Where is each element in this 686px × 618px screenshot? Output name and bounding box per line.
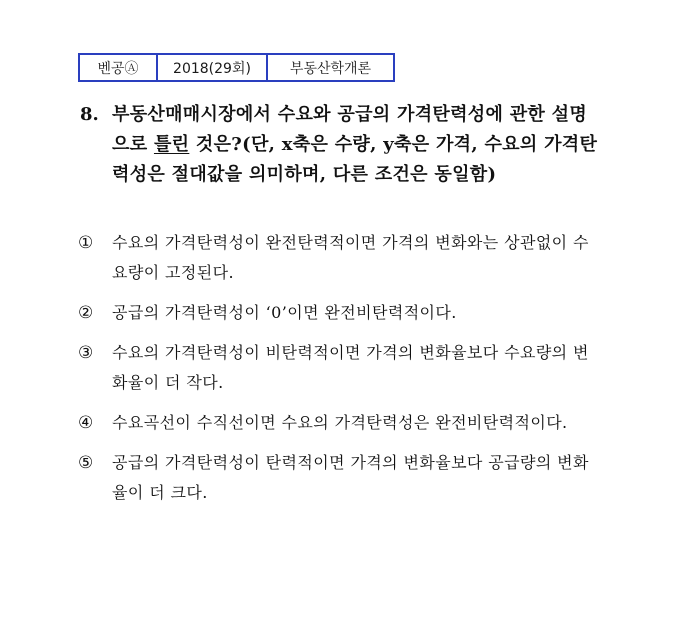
- question-text-after: 것은?(단, x축은 수량, y축은 가격, 수요의 가격탄력성은 절대값을 의미하며, 다른 조건은 동일함): [112, 134, 598, 185]
- question-block: [80, 100, 600, 190]
- choice-mark: ⑤: [78, 453, 94, 473]
- subject-title: 부동산학개론: [289, 60, 372, 77]
- subject-label: 벤공Ⓐ: [97, 60, 139, 77]
- choice-text: 수요곡선이 수직선이면 수요의 가격탄력성은 완전비탄력적이다.: [112, 413, 568, 432]
- choice-3[interactable]: [78, 338, 600, 398]
- choice-text: 수요의 가격탄력성이 비탄력적이면 가격의 변화율보다 수요량의 변화율이 더 작다.: [112, 343, 589, 392]
- choice-1[interactable]: [78, 228, 600, 288]
- choice-mark: ④: [78, 413, 94, 433]
- choice-5[interactable]: [78, 448, 600, 508]
- exam-year: 2018(29회): [156, 55, 268, 80]
- choice-mark: ①: [78, 233, 94, 253]
- choice-mark: ②: [78, 303, 94, 323]
- exam-header: [78, 53, 395, 82]
- choice-text: 공급의 가격탄력성이 탄력적이면 가격의 변화율보다 공급량의 변화율이 더 크다.: [112, 453, 589, 502]
- answer-choices: [78, 228, 600, 518]
- question-underlined-word: 틀린: [153, 134, 190, 155]
- question-text: [112, 100, 600, 190]
- question-text-before: 부동산매매시장에서 수요와 공급의 가격탄력성에 관한 설명으로: [112, 104, 588, 155]
- choice-2[interactable]: [78, 298, 600, 328]
- question-number: 8.: [80, 104, 99, 125]
- choice-text: 공급의 가격탄력성이 ‘0’이면 완전비탄력적이다.: [112, 303, 457, 322]
- choice-mark: ③: [78, 343, 94, 363]
- choice-text: 수요의 가격탄력성이 완전탄력적이면 가격의 변화와는 상관없이 수요량이 고정된다.: [112, 233, 589, 282]
- choice-4[interactable]: [78, 408, 600, 438]
